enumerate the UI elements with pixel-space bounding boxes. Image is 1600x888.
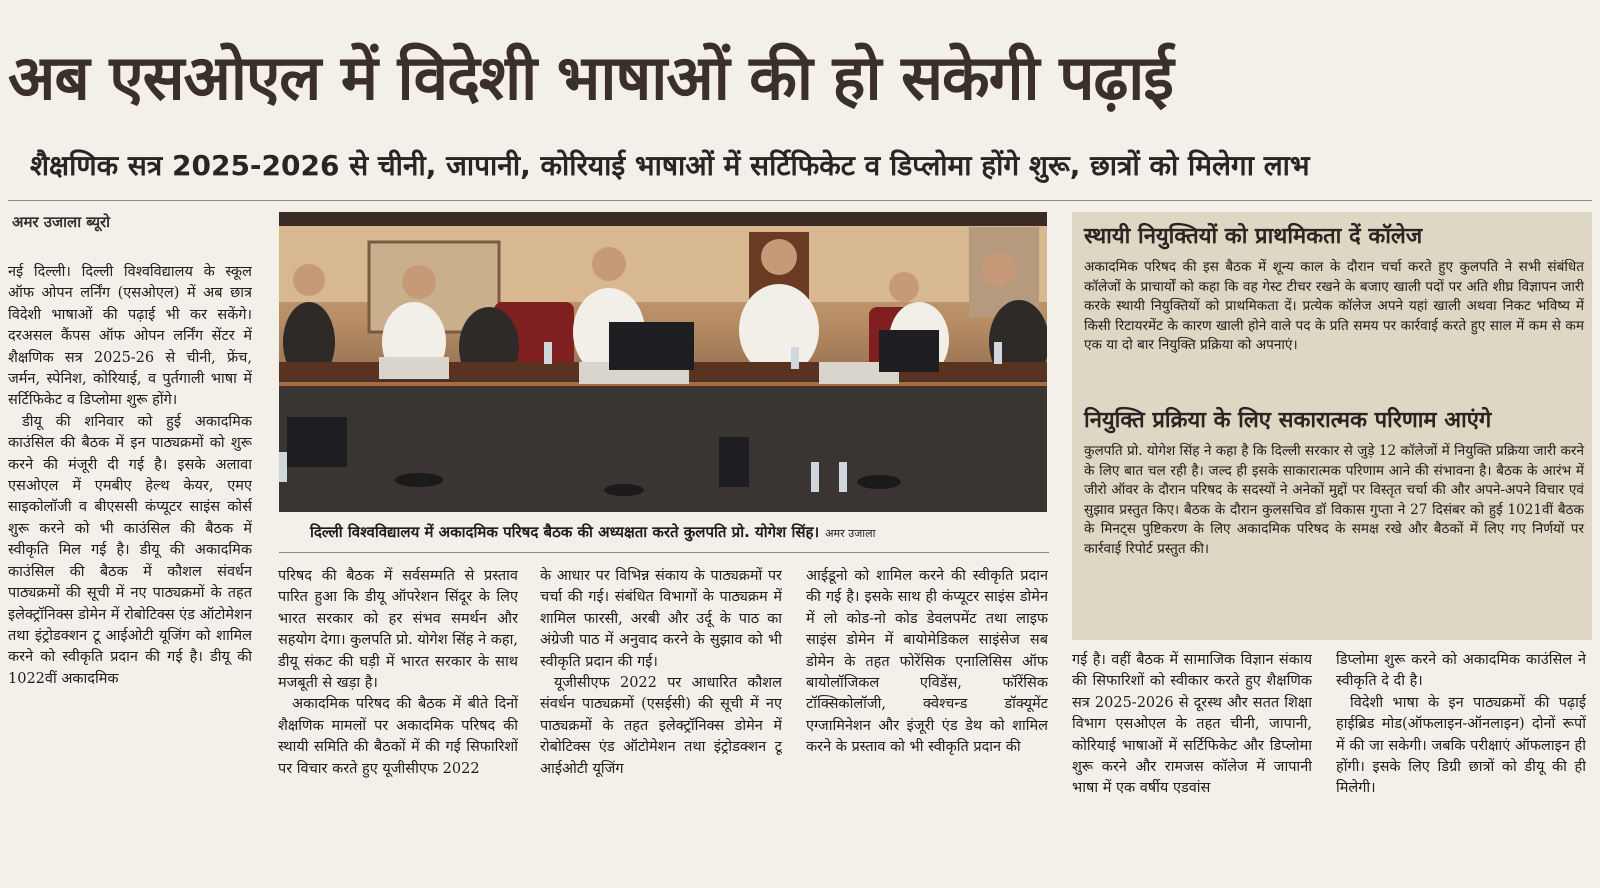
column-5-paragraph-1: गई है। वहीं बैठक में सामाजिक विज्ञान संकाय की सिफारिशों को स्वीकार करते हुए शैक्षणिक सत्र 2025-2026 से दूरस्थ और सतत शिक्षा विभाग एसओएल के तहत चीनी, जापानी, कोरियाई भाषाओं में सर्टिफिकेट और डिप्लोमा शुरू करने और रामजस कॉलेज में जापानी भाषा में एक वर्षीय एडवांस <box>1072 652 1312 797</box>
article-column-6 <box>1336 650 1586 884</box>
photo-caption-text: दिल्ली विश्वविद्यालय में अकादमिक परिषद बैठक की अध्यक्षता करते कुलपति प्रो. योगेश सिंह। <box>310 523 820 541</box>
article-column-5 <box>1072 650 1312 884</box>
sidebar-heading-1: स्थायी नियुक्तियों को प्राथमिकता दें कॉलेज <box>1084 224 1423 249</box>
rule-caption <box>279 552 1049 553</box>
sidebar-text-1: अकादमिक परिषद की इस बैठक में शून्य काल के दौरान चर्चा करते हुए कुलपति ने सभी संबंधित कॉलेजों के प्राचार्यों को कहा कि वह गेस्ट टीचर रखने के बजाए खाली पदों पर अति शीघ्र विज्ञापन जारी करके स्थायी नियुक्तियों को प्राथमिकता दें। प्रत्येक कॉलेज अपने यहां खाली अथवा निकट भविष्य में किसी रिटायरमेंट के कारण खाली होने वाले पद के प्रति समय पर कार्रवाई करते हुए साल में कम से कम एक या दो बार नियुक्ति प्रक्रिया को अपनाएं। <box>1084 259 1584 354</box>
column-3-paragraph-1: के आधार पर विभिन्न संकाय के पाठ्यक्रमों पर चर्चा की गई। संबंधित विभागों के पाठ्यक्रम में शामिल फारसी, अरबी और उर्दू के पाठ का अंग्रेजी पाठ में अनुवाद करने के सुझाव को भी स्वीकृति प्रदान की गई। <box>540 568 782 670</box>
article-column-3 <box>540 566 782 884</box>
sidebar-text-2: कुलपति प्रो. योगेश सिंह ने कहा है कि दिल्ली सरकार से जुड़े 12 कॉलेजों में नियुक्ति प्रक्रिया जारी करने के लिए बात चल रही है। जल्द ही इसके साकारात्मक परिणाम आने की संभावना है। बैठक के आरंभ में जीरो ऑवर के दौरान परिषद के सदस्यों ने अनेकों मुद्दों पर विस्तृत चर्चा की और अपने-अपने विचार एवं सुझाव प्रस्तुत किए। बैठक के दौरान कुलसचिव डॉ विकास गुप्ता ने 27 दिसंबर को हुई 1021वीं बैठक के मिनट्स पुष्टिकरण के लिए अकादमिक परिषद के समक्ष रखे और बैठकों में लिए गए निर्णयों पर कार्रवाई रिपोर्ट प्रस्तुत की। <box>1084 443 1584 557</box>
photo-caption <box>310 522 1040 542</box>
headline: अब एसओएल में विदेशी भाषाओं की हो सकेगी पढ़ाई <box>8 41 1173 114</box>
article-column-1 <box>8 262 252 882</box>
column-6-paragraph-2: विदेशी भाषा के इन पाठ्यक्रमों की पढ़ाई हाईब्रिड मोड(ऑफलाइन-ऑनलाइन) दोनों रूपों में की जा सकेगी। जबकि परीक्षाएं ऑफलाइन ही होंगी। इसके लिए डिग्री छात्रों को डीयू की ही मिलेगी। <box>1336 694 1586 797</box>
column-2-paragraph-1: परिषद की बैठक में सर्वसम्मति से प्रस्ताव पारित हुआ कि डीयू ऑपरेशन सिंदूर के लिए भारत सरकार को हर संभव समर्थन और सहयोग देगा। कुलपति प्रो. योगेश सिंह ने कहा, डीयू संकट की घड़ी में भारत सरकार के साथ मजबूती से खड़ा है। <box>278 568 518 692</box>
column-1-paragraph-1: नई दिल्ली। दिल्ली विश्वविद्यालय के स्कूल ऑफ ओपन लर्निंग (एसओएल) में अब छात्र विदेशी भाषाओं की पढ़ाई भी कर सकेंगे। दरअसल कैंपस ऑफ ओपन लर्निंग सेंटर में शैक्षणिक सत्र 2025-26 से चीनी, फ्रेंच, जर्मन, स्पेनिश, कोरियाई, व पुर्तगाली भाषा में सर्टिफिकेट व डिप्लोमा शुरू होंगे। <box>8 264 252 409</box>
column-1-paragraph-2: डीयू की शनिवार को हुई अकादमिक काउंसिल की बैठक में इन पाठ्यक्रमों को शुरू करने की मंजूरी दी गई है। इसके अलावा एसओएल में एमबीए हेल्थ केयर, एमए साइकोलॉजी व बीएससी कंप्यूटर साइंस कोर्स शुरू करने को भी काउंसिल की बैठक में स्वीकृति मिल गई है। डीयू की अकादमिक काउंसिल की बैठक में कौशल संवर्धन पाठ्यक्रमों की सूची में नए पाठ्यक्रमों के तहत इलेक्ट्रॉनिक्स डोमेन में रोबोटिक्स एंड ऑटोमेशन तथा इंट्रोडक्शन टू आईओटी यूजिंग को शामिल करने को स्वीकृति प्रदान की गई है। डीयू की 1022वीं अकादमिक <box>8 413 252 687</box>
column-4-paragraph-1: आईडूनो को शामिल करने की स्वीकृति प्रदान की गई है। इसके साथ ही कंप्यूटर साइंस डोमेन में लो कोड-नो कोड डेवलपमेंट तथा लाइफ साइंस डोमेन में बायोमेडिकल साइंसेज सब डोमेन के तहत फोरेंसिक एनालिसिस ऑफ बायोलॉजिकल एविडेंस, फॉरेंसिक टॉक्सिकोलॉजी, क्वेश्चन्ड डॉक्यूमेंट एग्जामिनेशन और इंजूरी एंड डेथ को शामिल करने के प्रस्ताव को भी स्वीकृति प्रदान की <box>806 568 1048 756</box>
article-column-4 <box>806 566 1048 884</box>
photo-credit: अमर उजाला <box>825 527 876 540</box>
column-3-paragraph-2: यूजीसीएफ 2022 पर आधारित कौशल संवर्धन पाठ्यक्रमों (एसईसी) की सूची में नए पाठ्यक्रमों के तहत इलेक्ट्रॉनिक्स डोमेन में रोबोटिक्स एंड ऑटोमेशन तथा इंट्रोडक्शन टू आईओटी यूजिंग <box>540 675 782 777</box>
rule-top <box>8 200 1592 201</box>
column-6-paragraph-1: डिप्लोमा शुरू करने को अकादमिक काउंसिल ने स्वीकृति दे दी है। <box>1336 652 1586 690</box>
sidebar-heading-2: नियुक्ति प्रक्रिया के लिए सकारात्मक परिणाम आएंगे <box>1084 408 1492 433</box>
byline: अमर उजाला ब्यूरो <box>12 213 111 231</box>
meeting-photo <box>279 212 1047 512</box>
sidebar-box <box>1072 212 1592 640</box>
column-2-paragraph-2: अकादमिक परिषद की बैठक में बीते दिनों शैक्षणिक मामलों पर अकादमिक परिषद की स्थायी समिति की बैठकों में की गई सिफारिशों पर विचार करते हुए यूजीसीएफ 2022 <box>278 696 518 777</box>
article-column-2 <box>278 566 518 884</box>
subheadline: शैक्षणिक सत्र 2025-2026 से चीनी, जापानी, कोरियाई भाषाओं में सर्टिफिकेट व डिप्लोमा होंगे शुरू, छात्रों को मिलेगा लाभ <box>30 149 1310 182</box>
meeting-photo-illustration <box>279 212 1047 512</box>
